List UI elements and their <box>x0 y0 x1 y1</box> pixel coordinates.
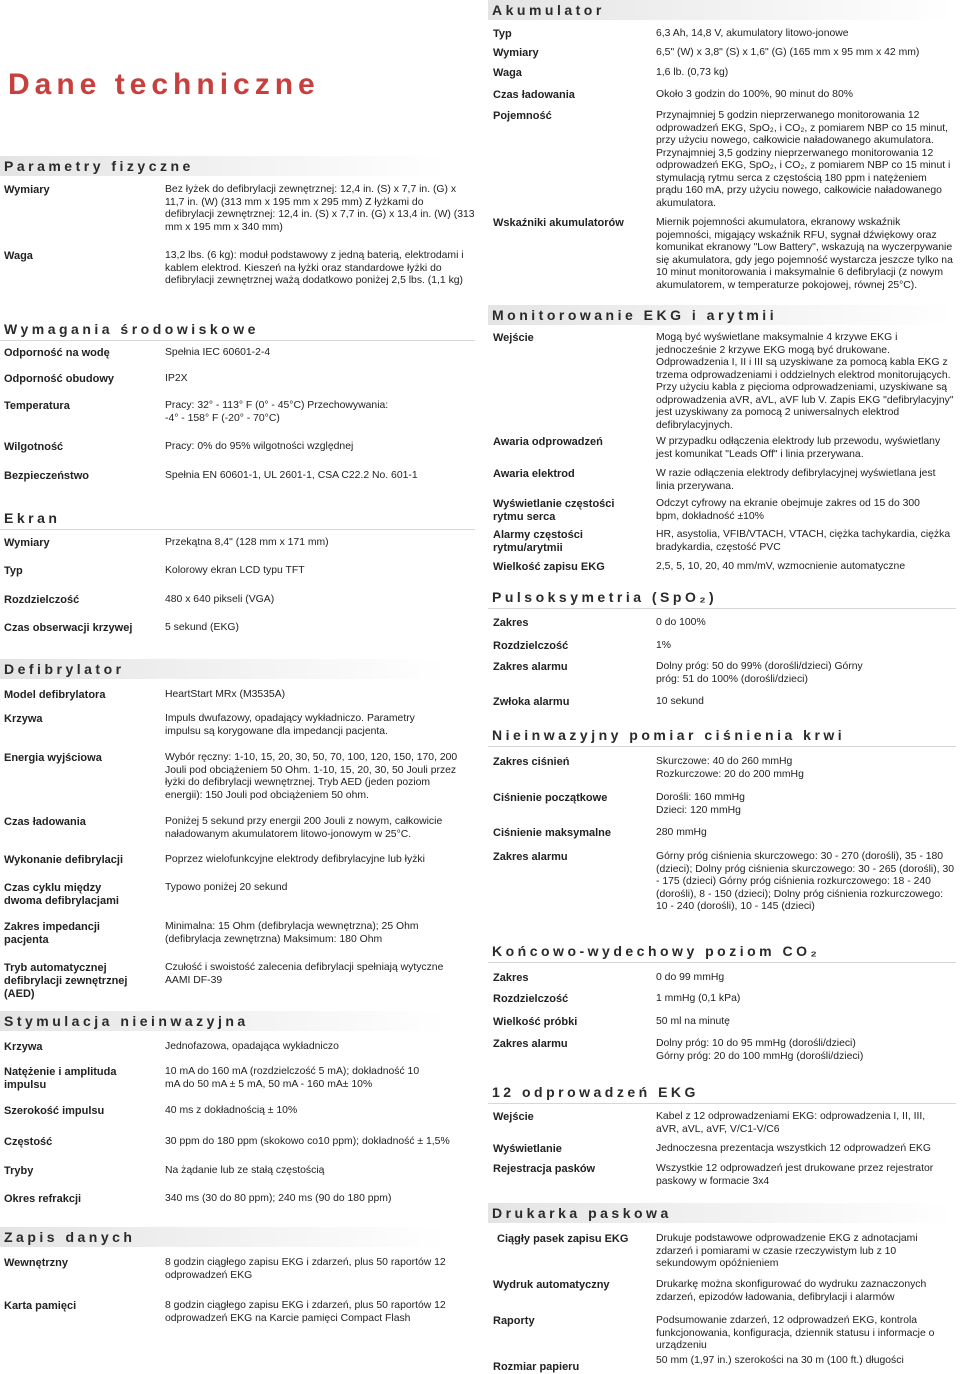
spec-value: 480 x 640 pikseli (VGA) <box>165 594 275 605</box>
spec-label: Zakres <box>493 972 529 984</box>
spec-value: Jednofazowa, opadająca wykładniczo <box>165 1041 339 1052</box>
page-title: Dane techniczne <box>8 68 320 101</box>
section-heading-12-odprowadzen: 12 odprowadzeń EKG <box>492 1084 699 1100</box>
spec-value: 10 sekund <box>656 696 704 707</box>
spec-label: Zakres alarmu <box>493 661 568 673</box>
spec-label: Wymiary <box>4 184 50 196</box>
section-heading-akumulator: Akumulator <box>488 0 956 20</box>
spec-label: Waga <box>493 67 522 79</box>
spec-label: Zakres ciśnień <box>493 756 570 768</box>
spec-label: Temperatura <box>4 400 70 412</box>
spec-label: Raporty <box>493 1315 535 1327</box>
spec-label: Alarmy częstości rytmu/arytmii <box>493 529 583 554</box>
section-heading-co2: Końcowo-wydechowy poziom CO₂ <box>492 943 821 959</box>
section-heading-stymulacja: Stymulacja nieinwazyjna <box>0 1011 448 1031</box>
spec-value: Podsumowanie zdarzeń, 12 odprowadzeń EKG, kontrola funkcjonowania, konfiguracja, dziennik statusu i informacje o urządzeniu <box>656 1315 935 1351</box>
spec-value: W przypadku odłączenia elektrody lub przewodu, wyświetlany jest komunikat "Leads Off" i linia przerywana. <box>656 436 941 460</box>
spec-value: 280 mmHg <box>656 827 707 838</box>
section-divider <box>0 529 475 530</box>
spec-label: Wilgotność <box>4 441 64 453</box>
spec-label: Model defibrylatora <box>4 689 106 701</box>
spec-label: Czas ładowania <box>493 89 575 101</box>
spec-label: Rozdzielczość <box>493 993 569 1005</box>
spec-value: 10 mA do 160 mA (rozdzielczość 5 mA); dokładność 10 mA do 50 mA ± 5 mA, 50 mA - 160 mA± 10% <box>165 1066 420 1090</box>
spec-value: Miernik pojemności akumulatora, ekranowy wskaźnik pojemności, migający wskaźnik RFU, sygnał dźwiękowy oraz komunikat ekranowy "Low Battery", wskazują na wyczerpywanie się akumulatora, gdy jego pojemność wystarcza jeszcze tylko na 10 minut monitorowania i maksymalnie 6 defibrylacji (z nowym akumulatorem, w temperaturze pokojowej, równej 25°C). <box>656 217 953 291</box>
spec-value: Wybór ręczny: 1-10, 15, 20, 30, 50, 70, 100, 120, 150, 170, 200 Jouli pod obciążeniem 50 Ohm. 1-10, 15, 20, 30, 50 Jouli przez łyżki do defibrylacji wewnętrznej. Tryb AED (jeden poziom energii): 150 Jouli pod obciążeniem 50 ohm. <box>165 752 458 801</box>
section-heading-wymagania-srodowiskowe: Wymagania środowiskowe <box>4 321 259 337</box>
spec-value: 50 mm (1,97 in.) szerokości na 30 m (100 ft.) długości <box>656 1355 904 1366</box>
section-heading-zapis-danych: Zapis danych <box>0 1227 448 1247</box>
spec-label: Zakres impedancji pacjenta <box>4 921 100 946</box>
section-heading-drukarka: Drukarka paskowa <box>488 1203 956 1223</box>
spec-label: Czas obserwacji krzywej <box>4 622 133 634</box>
spec-label: Krzywa <box>4 1041 43 1053</box>
spec-label: Wyświetlanie <box>493 1143 562 1155</box>
section-heading-ekran: Ekran <box>4 510 61 526</box>
section-divider <box>0 340 475 341</box>
spec-value: Dolny próg: 50 do 99% (dorośli/dzieci) Górny próg: 51 do 100% (dorośli/dzieci) <box>656 661 863 685</box>
spec-value: 0 do 100% <box>656 617 706 628</box>
spec-value: Dorośli: 160 mmHg Dzieci: 120 mmHg <box>656 792 745 816</box>
spec-label: Typ <box>493 28 512 40</box>
spec-value: Odczyt cyfrowy na ekranie obejmuje zakres od 15 do 300 bpm, dokładność ±10% <box>656 498 920 522</box>
spec-label: Zakres <box>493 617 529 629</box>
spec-label: Pojemność <box>493 110 552 122</box>
spec-label: Wykonanie defibrylacji <box>4 854 124 866</box>
spec-label: Wskaźniki akumulatorów <box>493 217 624 229</box>
spec-value: Kolorowy ekran LCD typu TFT <box>165 565 305 576</box>
spec-label: Wydruk automatyczny <box>493 1279 610 1291</box>
spec-value: Przynajmniej 5 godzin nieprzerwanego monitorowania 12 odprowadzeń EKG, SpO₂, i CO₂, z pomiarem NBP co 15 minut, przy użyciu nowego, całkowicie naładowanego akumulatora. Przynajmniej 3,5 godziny nieprzerwanego monitorowania 12 odprowadzeń EKG, SpO₂, i CO₂, z pomiarem NBP co 15 minut i stymulacją rytmu serca z częstością 180 ppm i natężeniem prądu 160 mA, przy użyciu nowego, całkowicie naładowanego akumulatora. <box>656 110 951 209</box>
spec-value: 5 sekund (EKG) <box>165 622 239 633</box>
spec-value: Dolny próg: 10 do 95 mmHg (dorośli/dzieci) Górny próg: 20 do 100 mmHg (dorośli/dzieci) <box>656 1038 864 1062</box>
spec-value: Około 3 godzin do 100%, 90 minut do 80% <box>656 89 853 100</box>
spec-label: Rejestracja pasków <box>493 1163 596 1175</box>
spec-value: Przekątna 8,4" (128 mm x 171 mm) <box>165 537 329 548</box>
spec-value: Pracy: 32° - 113° F (0° - 45°C) Przechowywania: -4° - 158° F (-20° - 70°C) <box>165 400 389 424</box>
section-divider <box>488 746 956 747</box>
spec-value: 6,5" (W) x 3,8" (S) x 1,6" (G) (165 mm x 95 mm x 42 mm) <box>656 47 920 58</box>
spec-label: Rozmiar papieru <box>493 1361 580 1373</box>
spec-value: 13,2 lbs. (6 kg): moduł podstawowy z jedną baterią, elektrodami i kablem elektrod. Kieszeń na łyżki oraz standardowe łyżki do defibrylacji zewnętrznej ważą dodatkowo poniżej 2,5 lbs. (1,1 kg) <box>165 250 464 286</box>
spec-value: 1,6 lb. (0,73 kg) <box>656 67 729 78</box>
spec-label: Energia wyjściowa <box>4 752 102 764</box>
spec-label: Częstość <box>4 1136 53 1148</box>
spec-label: Czas ładowania <box>4 816 86 828</box>
spec-label: Tryby <box>4 1165 34 1177</box>
section-heading-monitorowanie-ekg: Monitorowanie EKG i arytmii <box>488 305 956 325</box>
spec-label: Bezpieczeństwo <box>4 470 89 482</box>
spec-value: Spełnia IEC 60601-2-4 <box>165 347 271 358</box>
spec-label: Natężenie i amplituda impulsu <box>4 1066 117 1091</box>
spec-label: Wyświetlanie częstości rytmu serca <box>493 498 615 523</box>
section-divider <box>488 962 956 963</box>
spec-value: Spełnia EN 60601-1, UL 2601-1, CSA C22.2 No. 601-1 <box>165 470 418 481</box>
spec-value: 1 mmHg (0,1 kPa) <box>656 993 741 1004</box>
section-divider <box>488 1103 956 1104</box>
spec-value: Drukarkę można skonfigurować do wydruku zaznaczonych zdarzeń, epizodów ładowania, defibrylacji i alarmów <box>656 1279 927 1303</box>
spec-value: 8 godzin ciągłego zapisu EKG i zdarzeń, plus 50 raportów 12 odprowadzeń EKG na Karcie pamięci Compact Flash <box>165 1300 446 1324</box>
spec-label: Ciśnienie początkowe <box>493 792 608 804</box>
section-heading-pulsoksymetria: Pulsoksymetria (SpO₂) <box>492 589 718 605</box>
spec-value: 6,3 Ah, 14,8 V, akumulatory litowo-jonowe <box>656 28 849 39</box>
spec-value: Jednoczesna prezentacja wszystkich 12 odprowadzeń EKG <box>656 1143 931 1154</box>
spec-value: Na żądanie lub ze stałą częstością <box>165 1165 325 1176</box>
spec-label: Zwłoka alarmu <box>493 696 570 708</box>
spec-value: Impuls dwufazowy, opadający wykładniczo. Parametry impulsu są korygowane dla impedancji pacjenta. <box>165 713 415 737</box>
spec-value: Kabel z 12 odprowadzeniami EKG: odprowadzenia I, II, III, aVR, aVL, aVF, V/C1-V/C6 <box>656 1111 926 1135</box>
spec-label: Tryb automatycznej defibrylacji zewnętrznej (AED) <box>4 962 128 1000</box>
spec-value: 30 ppm do 180 ppm (skokowo co10 ppm); dokładność ± 1,5% <box>165 1136 450 1147</box>
spec-value: IP2X <box>165 373 188 384</box>
spec-label: Okres refrakcji <box>4 1193 82 1205</box>
spec-value: Minimalna: 15 Ohm (defibrylacja wewnętrzna); 25 Ohm (defibrylacja zewnętrzna) Maksimum: 180 Ohm <box>165 921 419 945</box>
spec-label: Wewnętrzny <box>4 1257 68 1269</box>
spec-value: Drukuje podstawowe odprowadzenie EKG z adnotacjami zdarzeń i pomiarami w czasie rzeczywistym lub z 10 sekundowym opóźnieniem <box>656 1233 918 1269</box>
section-heading-nieinwazyjny-pomiar: Nieinwazyjny pomiar ciśnienia krwi <box>492 727 846 743</box>
spec-label: Waga <box>4 250 33 262</box>
spec-value: 8 godzin ciągłego zapisu EKG i zdarzeń, plus 50 raportów 12 odprowadzeń EKG <box>165 1257 446 1281</box>
spec-label: Wymiary <box>493 47 539 59</box>
spec-value: 340 ms (30 do 80 ppm); 240 ms (90 do 180 ppm) <box>165 1193 392 1204</box>
spec-label: Zakres alarmu <box>493 851 568 863</box>
spec-label: Rozdzielczość <box>493 640 569 652</box>
spec-label: Rozdzielczość <box>4 594 80 606</box>
spec-value: Pracy: 0% do 95% wilgotności względnej <box>165 441 354 452</box>
spec-value: Skurczowe: 40 do 260 mmHg Rozkurczowe: 20 do 200 mmHg <box>656 756 804 780</box>
spec-label: Szerokość impulsu <box>4 1105 105 1117</box>
spec-label: Krzywa <box>4 713 43 725</box>
spec-label: Odporność na wodę <box>4 347 110 359</box>
spec-label: Czas cyklu między dwoma defibrylacjami <box>4 882 119 907</box>
spec-value: Czułość i swoistość zalecenia defibrylacji spełniają wytyczne AAMI DF-39 <box>165 962 444 986</box>
spec-value: Poniżej 5 sekund przy energii 200 Jouli z nowym, całkowicie naładowanym akumulatorem litowo-jonowym w 25°C. <box>165 816 443 840</box>
spec-label: Awaria odprowadzeń <box>493 436 603 448</box>
spec-value: 40 ms z dokładnością ± 10% <box>165 1105 298 1116</box>
spec-label: Zakres alarmu <box>493 1038 568 1050</box>
spec-label: Wielkość zapisu EKG <box>493 561 605 573</box>
spec-value: HR, asystolia, VFIB/VTACH, VTACH, ciężka tachykardia, ciężka bradykardia, częstość PVC <box>656 529 951 553</box>
spec-value: 50 ml na minutę <box>656 1016 730 1027</box>
spec-value: 2,5, 5, 10, 20, 40 mm/mV, wzmocnienie automatyczne <box>656 561 906 572</box>
spec-value: HeartStart MRx (M3535A) <box>165 689 286 700</box>
spec-label: Ciągły pasek zapisu EKG <box>497 1233 629 1245</box>
spec-label: Wymiary <box>4 537 50 549</box>
spec-label: Wielkość próbki <box>493 1016 578 1028</box>
spec-label: Ciśnienie maksymalne <box>493 827 612 839</box>
spec-label: Karta pamięci <box>4 1300 77 1312</box>
spec-label: Wejście <box>493 1111 534 1123</box>
spec-label: Awaria elektrod <box>493 468 575 480</box>
spec-label: Odporność obudowy <box>4 373 114 385</box>
spec-value: 1% <box>656 640 672 651</box>
spec-label: Wejście <box>493 332 534 344</box>
spec-value: Typowo poniżej 20 sekund <box>165 882 288 893</box>
spec-value: Bez łyżek do defibrylacji zewnętrznej: 12,4 in. (S) x 7,7 in. (G) x 11,7 in. (W) (313 mm x 195 mm x 295 mm) Z łyżkami do defibrylacji zewnętrznej: 12,4 in. (S) x 7,7 in. (G) x 13,4 in. (W) (313 mm x 195 mm x 340 mm) <box>165 184 475 233</box>
spec-value: Górny próg ciśnienia skurczowego: 30 - 270 (dorośli), 35 - 180 (dzieci); Dolny próg ciśnienia skurczowego: 30 - 265 (dorośli), 30 - 175 (dzieci) Górny próg ciśnienia rozkurczowego: 18 - 240 (dorośli), 8 - 150 (dzieci); Dolny próg ciśnienia rozkurczowego: 10 - 240 (dorośli), 10 - 145 (dzieci) <box>656 851 955 912</box>
section-heading-defibrylator: Defibrylator <box>0 659 448 679</box>
spec-value: W razie odłączenia elektrody defibrylacyjnej wyświetlana jest linia przerywana. <box>656 468 936 492</box>
spec-value: Poprzez wielofunkcyjne elektrody defibrylacyjne lub łyżki <box>165 854 425 865</box>
spec-value: Mogą być wyświetlane maksymalnie 4 krzywe EKG i jednocześnie 2 krzywe EKG mogą być drukowane. Odprowadzenia I, II i III są uzyskiwane za pomocą kabla EKG z trzema odprowadzeniami i oddzielnych elektrod monitorujących. Przy użyciu kabla z pięcioma odprowadzeniami, uzyskiwane są odprowadzenia aVR, aVL, aVF lub V. Zapis EKG "defibrylacyjny" jest uzyskiwany za pomocą 2 uniwersalnych elektrod defibrylacyjnych. <box>656 332 954 431</box>
section-heading-parametry-fizyczne: Parametry fizyczne <box>0 156 448 176</box>
spec-value: Wszystkie 12 odprowadzeń jest drukowane przez rejestrator paskowy w formacie 3x4 <box>656 1163 934 1187</box>
section-divider <box>488 608 956 609</box>
spec-label: Typ <box>4 565 23 577</box>
spec-value: 0 do 99 mmHg <box>656 972 725 983</box>
